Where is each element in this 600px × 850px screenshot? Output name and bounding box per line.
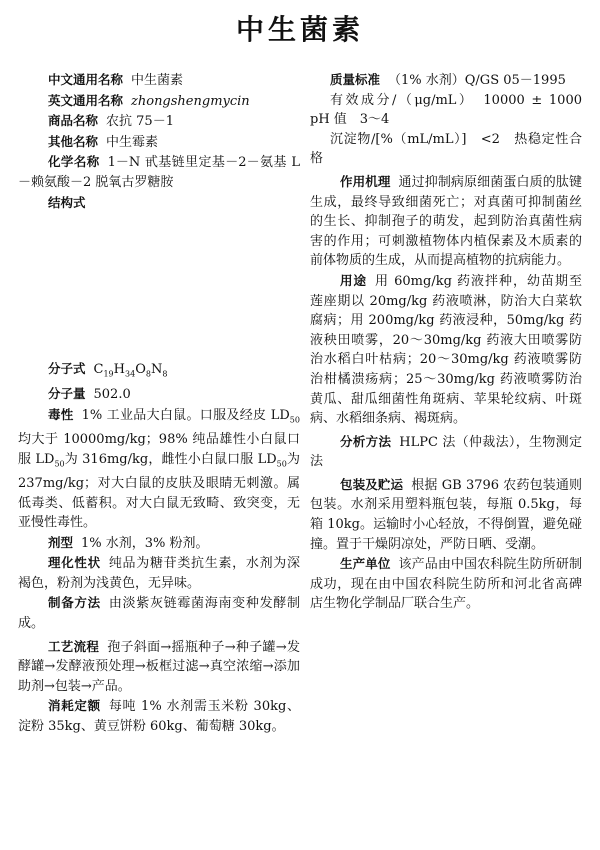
label: 化学名称 (48, 154, 100, 170)
formula-value: $C_{19}H_{34}O_8N_8$ (93, 362, 168, 379)
label: 分子量 (48, 386, 86, 402)
field-chem-name (18, 152, 300, 192)
field-cn-name (18, 70, 300, 91)
value: zhongshengmycin (131, 93, 250, 109)
field-packaging (310, 475, 582, 554)
value: 1% 水剂，3% 粉剂。 (81, 535, 209, 551)
label: 作用机理 (340, 173, 391, 189)
field-preparation (18, 593, 300, 633)
value: 根据 GB 3796 农药包装通则包装。水剂采用塑料瓶包装，每瓶 0.5kg，每箱 10kg。运输时小心轻放，不得倒置，避免碰撞。置于干燥阴凉处，严防日晒、受潮。 (310, 477, 582, 552)
value: 每吨 1% 水剂需玉米粉 30kg、淀粉 35kg、黄豆饼粉 60kg、葡萄糖 30kg。 (18, 699, 300, 735)
value: 农抗 75－1 (106, 114, 174, 130)
right-column (310, 70, 596, 614)
label: 制备方法 (48, 595, 101, 611)
structure-area (18, 213, 300, 359)
label: 用途 (340, 272, 367, 288)
field-sediment (310, 130, 582, 169)
value: 502.0 (93, 387, 131, 403)
field-process (18, 637, 300, 697)
field-quality (310, 70, 582, 91)
label: 消耗定额 (48, 698, 101, 714)
label: 质量标准 (330, 72, 381, 87)
value: 有效成分/（μg/mL） 10000 ± 1000 pH 值 3～4 (310, 92, 596, 128)
value: 纯品为糖苷类抗生素，水剂为深褐色，粉剂为浅黄色，无异味。 (18, 556, 300, 591)
value: 1－N 甙基链里定基－2－氨基 L－赖氨酸－2 脱氧古罗糖胺 (18, 155, 300, 190)
field-structure (18, 193, 300, 214)
value: 孢子斜面→摇瓶种子→种子罐→发酵罐→发酵液预处理→板框过滤→真空浓缩→添加助剂→包装→产品。 (18, 639, 300, 694)
field-formulation (18, 533, 300, 554)
label: 英文通用名称 (48, 92, 124, 108)
field-producer (310, 554, 582, 614)
label: 剂型 (48, 534, 74, 550)
left-column (18, 70, 300, 737)
field-analysis (310, 432, 582, 472)
field-properties (18, 553, 300, 593)
label: 中文通用名称 (48, 72, 124, 87)
field-other-name (18, 132, 300, 153)
label: 其他名称 (48, 133, 99, 149)
value: 中生霉素 (106, 134, 159, 150)
label: 包装及贮运 (340, 476, 404, 492)
field-mechanism (310, 172, 582, 271)
value: 通过抑制病原细菌蛋白质的肽键生成，最终导致细菌死亡；对真菌可抑制菌丝的生长、抑制孢子的萌发，起到防治真菌性病害的作用；可刺激植物体内植保素及木质素的前体物质的生成，从而提高植物的抗病能力。 (310, 174, 582, 269)
field-en-name (18, 91, 300, 112)
field-trade-name (18, 111, 300, 132)
field-consumption (18, 696, 300, 736)
value: 用 60mg/kg 药液拌种，幼苗期至莲座期以 20mg/kg 药液喷淋，防治大白菜软腐病；用 200mg/kg 药液浸种，50mg/kg 药液秧田喷雾，20～30mg/kg 药液大田喷雾防治水稻白叶枯病；20～30mg/kg 药液喷雾防治柑橘溃疡病；25～30mg/kg 药液喷雾防治黄瓜、甜瓜细菌性角斑病、苹果轮纹病、叶斑病、水稻细条病、褐斑病。 (310, 273, 582, 427)
field-usage (310, 271, 582, 429)
field-mw (18, 384, 300, 405)
value: 中生菌素 (131, 73, 184, 88)
page-title: 中生菌素 (235, 13, 364, 46)
label: 分子式 (48, 361, 86, 377)
label: 结构式 (48, 194, 86, 210)
field-formula (18, 359, 300, 384)
label: 毒性 (48, 406, 74, 422)
label: 生产单位 (340, 556, 391, 572)
value: HLPC 法（仲裁法），生物测定法 (310, 434, 582, 470)
label: 理化性状 (48, 555, 101, 571)
label: 分析方法 (340, 433, 392, 449)
value: 沉淀物/[%（mL/mL）] <2 热稳定性合格 (310, 131, 582, 167)
field-content (310, 91, 596, 130)
field-toxicity (18, 405, 300, 533)
value: 由淡紫灰链霉菌海南变种发酵制成。 (18, 596, 300, 632)
value: （1% 水剂）Q/GS 05－1995 (388, 73, 566, 88)
value: 1% 工业品大白鼠。口服及经皮 $LD_{50}$均大于 10000mg/kg；98% 纯品雄性小白鼠口服 $LD_{50}$为 316mg/kg，雌性小白鼠口服 $LD_{50}$为 237mg/kg；对大白鼠的皮肤及眼睛无刺激。属低毒类、低蓄积。对大白鼠无致畸、致突变，无亚慢性毒性。 (18, 407, 300, 531)
value: 该产品由中国农科院生防所研制成功，现在由中国农科院生防所和河北省高碑店生物化学制品厂联合生产。 (310, 557, 582, 612)
label: 商品名称 (48, 113, 99, 129)
label: 工艺流程 (48, 638, 100, 654)
